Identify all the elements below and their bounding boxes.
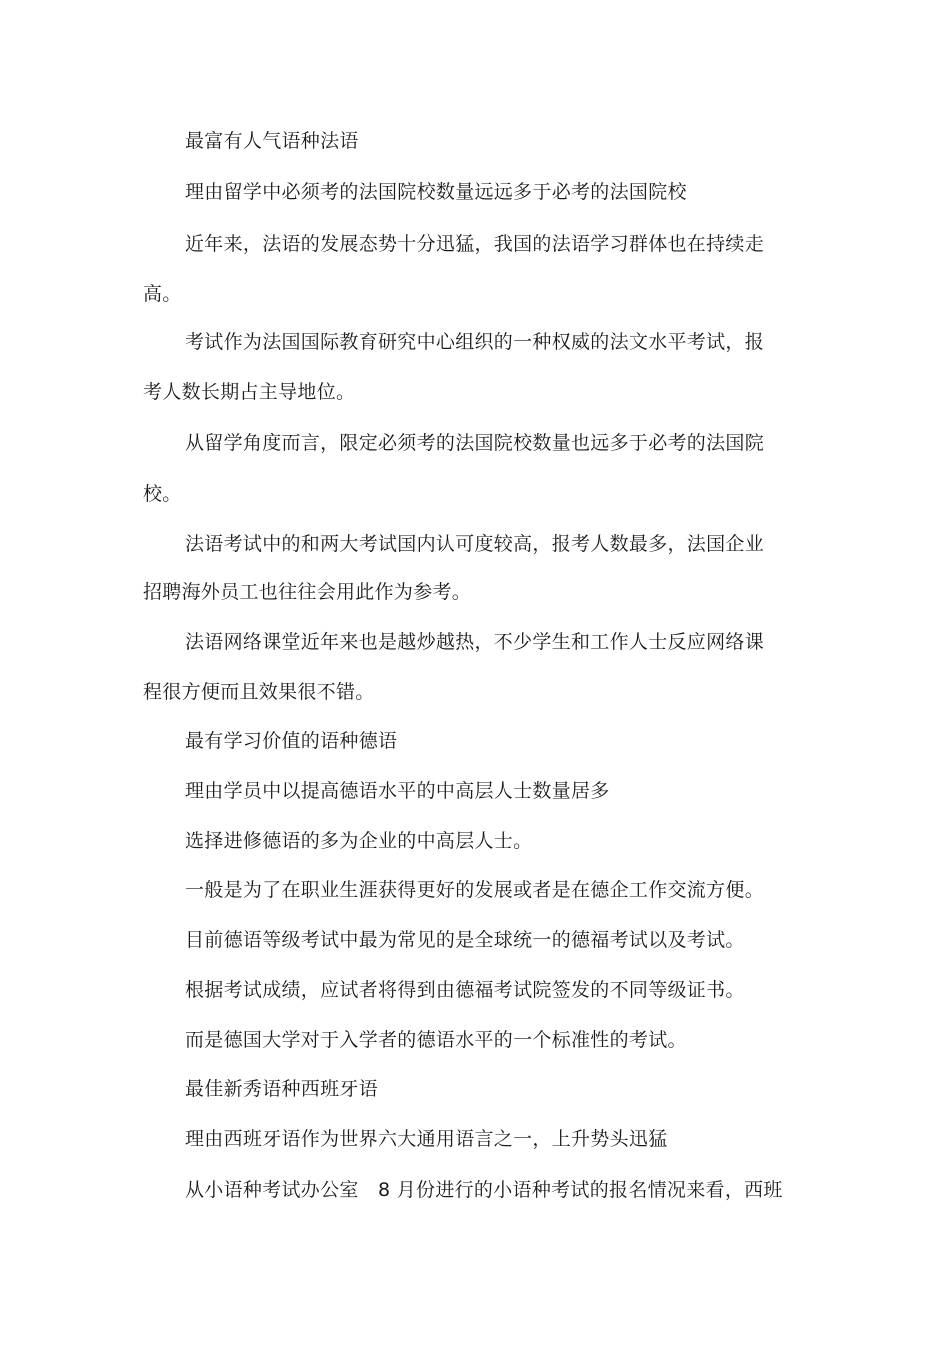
paragraph-line: 选择进修德语的多为企业的中高层人士。 xyxy=(185,830,533,852)
paragraph-line: 高。 xyxy=(143,283,182,305)
paragraph-line: 理由西班牙语作为世界六大通用语言之一，上升势头迅猛 xyxy=(185,1128,668,1150)
paragraph-line: 考试作为法国国际教育研究中心组织的一种权威的法文水平考试，报 xyxy=(185,331,765,353)
paragraph-line: 法语网络课堂近年来也是越炒越热，不少学生和工作人士反应网络课 xyxy=(185,631,765,653)
paragraph-line: 而是德国大学对于入学者的德语水平的一个标准性的考试。 xyxy=(185,1029,687,1051)
paragraph-line: 一般是为了在职业生涯获得更好的发展或者是在德企工作交流方便。 xyxy=(185,879,765,901)
paragraph-line: 根据考试成绩，应试者将得到由德福考试院签发的不同等级证书。 xyxy=(185,979,745,1001)
paragraph-line: 校。 xyxy=(143,483,182,505)
heading-spanish: 最佳新秀语种西班牙语 xyxy=(185,1078,379,1100)
paragraph-line: 程很方便而且效果很不错。 xyxy=(143,681,375,703)
paragraph-line: 法语考试中的和两大考试国内认可度较高，报考人数最多，法国企业 xyxy=(185,533,765,555)
heading-german: 最有学习价值的语种德语 xyxy=(185,730,398,752)
heading-french: 最富有人气语种法语 xyxy=(185,130,359,152)
paragraph-line: 近年来，法语的发展态势十分迅猛，我国的法语学习群体也在持续走 xyxy=(185,233,765,255)
paragraph-line: 从留学角度而言，限定必须考的法国院校数量也远多于必考的法国院 xyxy=(185,432,765,454)
paragraph-line: 理由留学中必须考的法国院校数量远远多于必考的法国院校 xyxy=(185,181,687,203)
paragraph-line: 目前德语等级考试中最为常见的是全球统一的德福考试以及考试。 xyxy=(185,929,745,951)
paragraph-line: 招聘海外员工也往往会用此作为参考。 xyxy=(143,581,472,603)
paragraph-line: 考人数长期占主导地位。 xyxy=(143,381,356,403)
paragraph-line: 从小语种考试办公室 8 月份进行的小语种考试的报名情况来看，西班 xyxy=(185,1179,783,1201)
paragraph-line: 理由学员中以提高德语水平的中高层人士数量居多 xyxy=(185,780,610,802)
